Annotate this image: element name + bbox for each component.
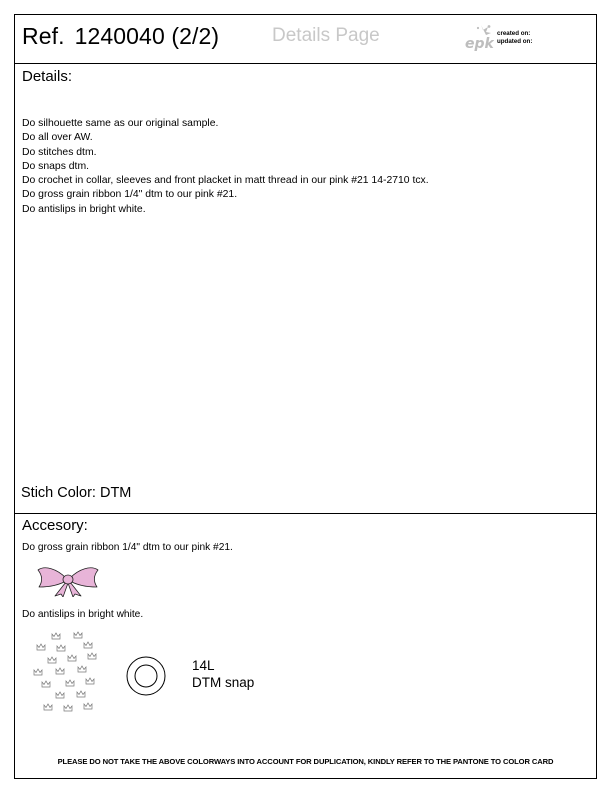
details-item: Do crochet in collar, sleeves and front placket in matt thread in our pink #21 14-2710 tcx. bbox=[22, 175, 429, 187]
details-item: Do stitches dtm. bbox=[22, 146, 97, 158]
reference-title bbox=[22, 23, 219, 50]
ref-label: Ref. bbox=[22, 23, 65, 49]
logo-text: epk bbox=[465, 36, 494, 52]
date-stamps bbox=[497, 30, 532, 46]
header bbox=[15, 15, 596, 64]
ribbon-bow-icon bbox=[35, 563, 101, 597]
details-list bbox=[22, 117, 429, 217]
details-section bbox=[15, 64, 596, 514]
antislip-crowns-icon bbox=[30, 631, 110, 721]
brand-logo bbox=[464, 24, 494, 52]
snap-icon bbox=[125, 655, 167, 697]
stitch-color: Stich Color: DTM bbox=[21, 485, 132, 501]
updated-on-label: updated on: bbox=[497, 38, 533, 45]
accessory-section bbox=[15, 514, 596, 778]
page-kind-label: Details Page bbox=[272, 25, 380, 46]
snap-label: DTM snap bbox=[192, 674, 255, 690]
details-item: Do all over AW. bbox=[22, 132, 93, 144]
snap-description bbox=[192, 658, 254, 691]
details-title: Details: bbox=[22, 68, 73, 85]
details-item: Do gross grain ribbon 1/4" dtm to our pink #21. bbox=[22, 189, 238, 201]
snap-size: 14L bbox=[192, 658, 215, 673]
ref-number: 1240040 (2/2) bbox=[74, 23, 220, 49]
tech-sheet bbox=[14, 14, 597, 779]
ribbon-note: Do gross grain ribbon 1/4" dtm to our pink #21. bbox=[22, 542, 233, 553]
antislip-note: Do antislips in bright white. bbox=[22, 609, 144, 620]
details-item: Do silhouette same as our original sample. bbox=[22, 118, 219, 129]
details-item: Do snaps dtm. bbox=[22, 160, 89, 172]
color-disclaimer: PLEASE DO NOT TAKE THE ABOVE COLORWAYS INTO ACCOUNT FOR DUPLICATION, KINDLY REFER TO THE PANTONE TO COLOR CARD bbox=[57, 757, 554, 766]
accessory-title: Accesory: bbox=[22, 517, 88, 534]
details-item: Do antislips in bright white. bbox=[22, 203, 146, 215]
created-on-label: created on: bbox=[497, 30, 531, 37]
